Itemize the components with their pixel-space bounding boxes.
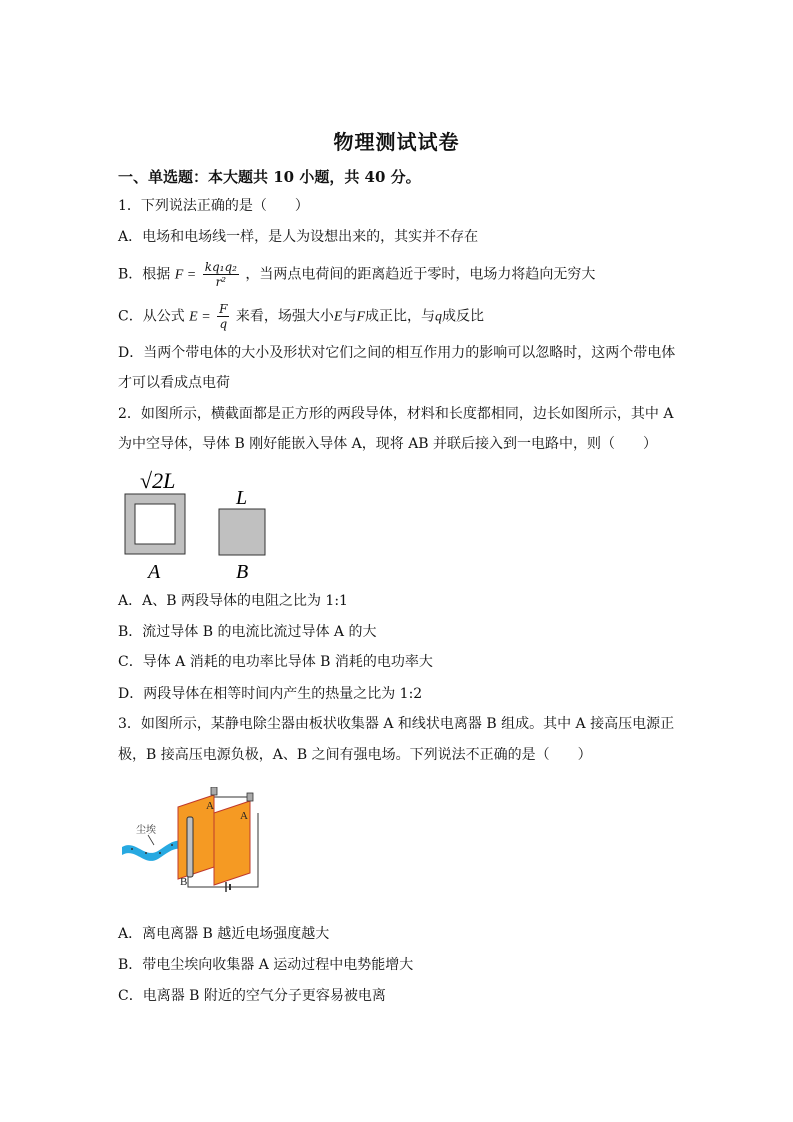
q1-stem: 1．下列说法正确的是（ ） xyxy=(118,198,309,214)
q3-stem-line2: 极，B 接高压电源负极，A、B 之间有强电场。下列说法不正确的是（ ） xyxy=(118,747,592,763)
q1-b-fraction xyxy=(203,260,239,289)
q1-option-d-line1: D．当两个带电体的大小及形状对它们之间的相互作用力的影响可以忽略时，这两个带电体 xyxy=(118,345,676,361)
q1-c-prefix: C．从公式 xyxy=(118,308,185,325)
q1-b-prefix: B．根据 xyxy=(118,266,171,283)
q2-option-c: C．导体 A 消耗的电功率比导体 B 消耗的电功率大 xyxy=(118,654,433,670)
dust-label-pointer xyxy=(148,835,154,845)
q1-b-numerator: kq₁q₂ xyxy=(204,260,237,274)
q3-option-c: C．电离器 B 附近的空气分子更容易被电离 xyxy=(118,988,386,1004)
precipitator-figure xyxy=(118,787,278,907)
conductor-b xyxy=(219,509,265,555)
label-plate-a2: A xyxy=(240,810,248,822)
q1-b-suffix: ，当两点电荷间的距离趋近于零时，电场力将趋向无穷大 xyxy=(245,266,596,283)
dust-particle xyxy=(131,848,133,850)
conductor-a-hollow xyxy=(135,504,175,544)
q3-option-b: B．带电尘埃向收集器 A 运动过程中电势能增大 xyxy=(118,957,414,973)
q2-stem-line1: 2．如图所示，横截面都是正方形的两段导体，材料和长度都相同，边长如图所示，其中 A xyxy=(118,406,674,422)
q1-c-var-e: E xyxy=(333,309,343,325)
q1-c-text3: 成正比，与 xyxy=(365,308,436,325)
q1-option-a: A．电场和电场线一样，是人为设想出来的，其实并不存在 xyxy=(118,229,479,245)
q2-stem-line2: 为中空导体，导体 B 刚好能嵌入导体 A，现将 AB 并联后接入到一电路中，则（ ） xyxy=(118,436,658,452)
conductor-figure xyxy=(118,464,278,584)
dust-particle xyxy=(145,852,147,854)
section-heading: 一、单选题：本大题共 10 小题，共 40 分。 xyxy=(118,168,421,186)
label-b: B xyxy=(236,561,249,583)
label-a-side: √2L xyxy=(140,468,176,493)
q3-stem-line1: 3．如图所示，某静电除尘器由板状收集器 A 和线状电离器 B 组成。其中 A 接高压电源正 xyxy=(118,716,675,732)
terminal-top-left xyxy=(211,787,217,795)
q1-option-d-line2: 才可以看成点电荷 xyxy=(118,375,230,391)
label-ionizer-b: B xyxy=(180,876,188,888)
label-a: A xyxy=(148,561,161,583)
label-plate-a1: A xyxy=(206,800,214,812)
q1-c-formula-lhs: E = xyxy=(189,309,211,325)
q1-c-text1: 来看，场强大小 xyxy=(235,308,334,325)
q2-option-a: A．A、B 两段导体的电阻之比为 1:1 xyxy=(118,593,348,609)
q1-b-formula-lhs: F = xyxy=(174,267,197,283)
q1-c-numerator: F xyxy=(219,302,228,316)
q1-c-var-q: q xyxy=(435,309,443,325)
q1-c-text4: 成反比 xyxy=(442,308,485,325)
q1-option-c xyxy=(118,302,484,331)
dust-particle xyxy=(159,852,161,854)
q1-c-denominator: q xyxy=(219,317,228,331)
q1-b-denominator: r² xyxy=(215,275,227,289)
q2-option-b: B．流过导体 B 的电流比流过导体 A 的大 xyxy=(118,624,377,640)
page-title: 物理测试试卷 xyxy=(333,130,460,154)
ionizer-wire-b xyxy=(187,817,193,877)
dust-particle xyxy=(171,844,173,846)
q2-option-d: D．两段导体在相等时间内产生的热量之比为 1:2 xyxy=(118,686,423,702)
q3-option-a: A．离电离器 B 越近电场强度越大 xyxy=(118,926,330,942)
label-b-side: L xyxy=(236,487,248,509)
q1-option-b xyxy=(118,260,595,289)
dust-label: 尘埃 xyxy=(136,825,156,836)
q1-c-fraction xyxy=(217,302,229,331)
q1-c-var-f: F xyxy=(356,309,366,325)
q1-c-text2: 与 xyxy=(342,308,357,325)
terminal-top-right xyxy=(247,793,253,801)
